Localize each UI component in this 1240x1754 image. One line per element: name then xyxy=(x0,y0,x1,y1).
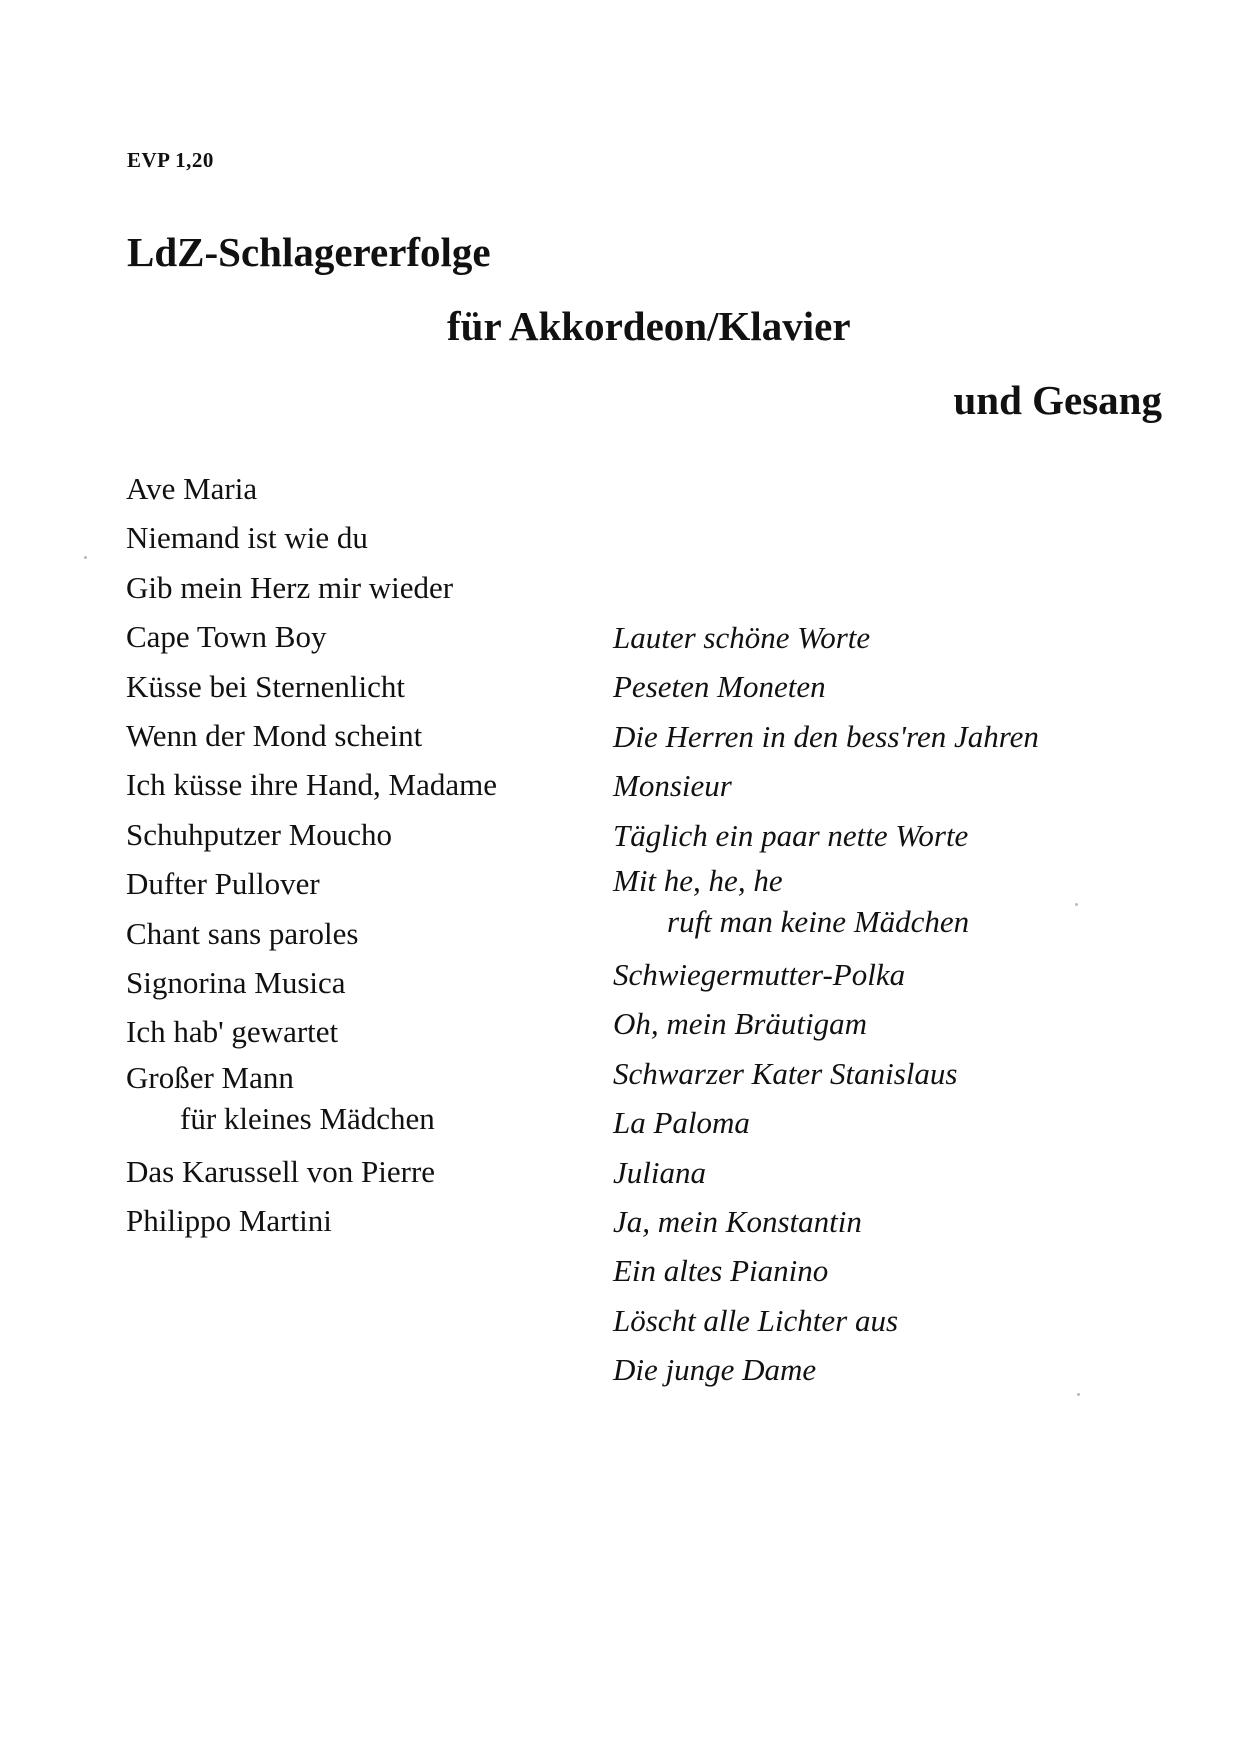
song-title xyxy=(126,810,497,859)
song-title xyxy=(613,860,1039,950)
song-title-text: Chant sans paroles xyxy=(126,915,359,951)
song-title-text: Schwiegermutter-Polka xyxy=(613,956,906,992)
song-title xyxy=(126,464,497,513)
song-title xyxy=(126,1057,497,1147)
song-title xyxy=(613,999,1039,1048)
song-title-text: Lauter schöne Worte xyxy=(613,620,871,655)
song-title-text: Die junge Dame xyxy=(613,1352,817,1388)
song-title-text: Ein altes Pianino xyxy=(613,1253,829,1289)
paper-speck xyxy=(84,556,87,559)
song-title-text: Küsse bei Sternenlicht xyxy=(126,668,405,704)
song-title xyxy=(613,1197,1039,1246)
song-title-text: Schuhputzer Moucho xyxy=(126,816,393,852)
page-title: LdZ-Schlagererfolge xyxy=(127,229,491,275)
song-title-text: Juliana xyxy=(613,1154,706,1190)
song-title xyxy=(613,1246,1039,1295)
song-title-text: Dufter Pullover xyxy=(126,866,320,902)
song-title xyxy=(613,662,1039,711)
song-title-text: Löscht alle Lichter aus xyxy=(613,1302,899,1338)
subtitle-instruments: für Akkordeon/Klavier xyxy=(447,303,851,349)
song-title-text: Großer Mann xyxy=(126,1059,294,1095)
song-title xyxy=(126,909,497,958)
song-title-text: Das Karussell von Pierre xyxy=(126,1153,436,1189)
song-title-continuation: ruft man keine Mädchen xyxy=(667,903,970,939)
song-title xyxy=(613,712,1039,761)
song-title-text: Cape Town Boy xyxy=(126,619,327,655)
song-list-right xyxy=(613,613,1039,1394)
song-title-continuation: für kleines Mädchen xyxy=(180,1100,435,1136)
song-title xyxy=(126,1147,497,1196)
song-title xyxy=(613,1098,1039,1147)
song-title-text: Wenn der Mond scheint xyxy=(126,717,423,753)
song-title-text: Monsieur xyxy=(613,768,732,804)
song-title xyxy=(613,950,1039,999)
song-title-text: La Paloma xyxy=(613,1105,750,1141)
song-title xyxy=(126,513,497,562)
song-list-left xyxy=(126,464,497,1245)
song-title xyxy=(613,761,1039,810)
song-title-text: Philippo Martini xyxy=(126,1203,332,1239)
song-title xyxy=(613,613,1039,662)
song-title-text: Schwarzer Kater Stanislaus xyxy=(613,1055,958,1091)
song-title-text: Gib mein Herz mir wieder xyxy=(126,569,454,605)
song-title-text: Oh, mein Bräutigam xyxy=(613,1006,868,1042)
song-title-text: Peseten Moneten xyxy=(613,669,826,705)
price-label: EVP 1,20 xyxy=(127,148,214,172)
song-title-text: Täglich ein paar nette Worte xyxy=(613,817,969,853)
paper-speck xyxy=(1075,903,1078,906)
song-title xyxy=(126,711,497,760)
song-title xyxy=(613,1049,1039,1098)
song-title xyxy=(613,1345,1039,1394)
song-title xyxy=(126,662,497,711)
song-title-text: Die Herren in den bess'ren Jahren xyxy=(613,718,1039,754)
song-title-text: Signorina Musica xyxy=(126,964,346,1000)
song-title xyxy=(126,859,497,908)
song-title-text: Ich küsse ihre Hand, Madame xyxy=(126,767,498,803)
song-title xyxy=(613,811,1039,860)
song-title xyxy=(126,1007,497,1056)
song-title-text: Ja, mein Konstantin xyxy=(613,1203,862,1239)
song-title-text: Mit he, he, he xyxy=(613,862,783,898)
song-title-text: Ave Maria xyxy=(126,471,258,506)
song-title-text: Ich hab' gewartet xyxy=(126,1014,339,1050)
song-title xyxy=(126,958,497,1007)
subtitle-vocals: und Gesang xyxy=(953,377,1162,423)
song-title xyxy=(126,1196,497,1245)
song-title xyxy=(613,1148,1039,1197)
song-title xyxy=(126,563,497,612)
song-title-text: Niemand ist wie du xyxy=(126,520,368,556)
paper-speck xyxy=(1077,1393,1080,1396)
song-title xyxy=(126,760,497,809)
song-title xyxy=(613,1296,1039,1345)
song-title xyxy=(126,612,497,661)
